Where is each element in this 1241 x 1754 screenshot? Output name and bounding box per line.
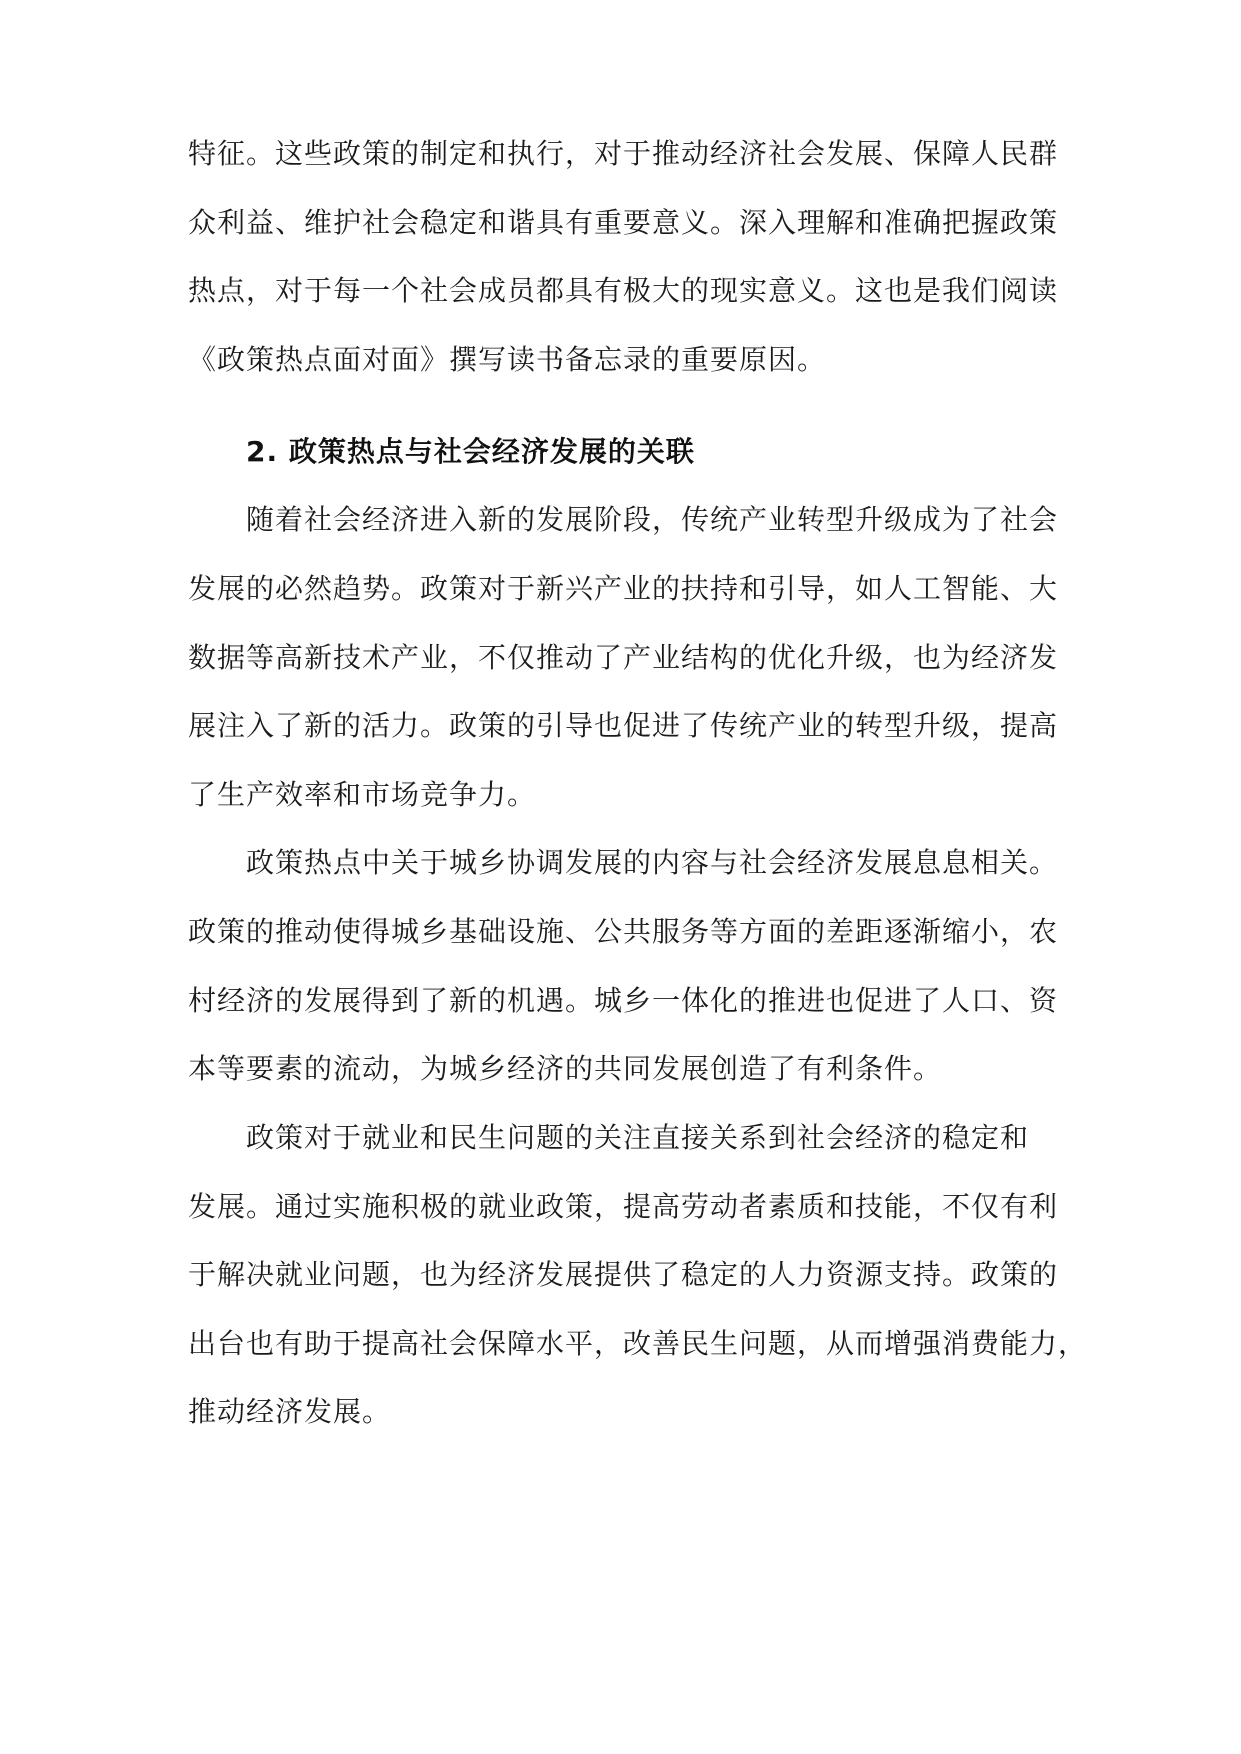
- p3-line-1: 政策对于就业和民生问题的关注直接关系到社会经济的稳定和: [246, 1121, 1030, 1154]
- intro-line-2: 众利益、维护社会稳定和谐具有重要意义。深入理解和准确把握政策: [188, 206, 1059, 239]
- p1-line-3: 数据等高新技术产业，不仅推动了产业结构的优化升级，也为经济发: [188, 641, 1059, 674]
- section-heading: 2. 政策热点与社会经济发展的关联: [246, 435, 695, 468]
- p1-line-1: 随着社会经济进入新的发展阶段，传统产业转型升级成为了社会: [246, 503, 1059, 536]
- p2-line-1: 政策热点中关于城乡协调发展的内容与社会经济发展息息相关。: [246, 846, 1059, 879]
- p2-line-3: 村经济的发展得到了新的机遇。城乡一体化的推进也促进了人口、资: [188, 984, 1059, 1017]
- intro-line-4: 《政策热点面对面》撰写读书备忘录的重要原因。: [188, 343, 827, 376]
- p3-line-4: 出台也有助于提高社会保障水平，改善民生问题，从而增强消费能力，: [188, 1327, 1088, 1360]
- p2-line-2: 政策的推动使得城乡基础设施、公共服务等方面的差距逐渐缩小，农: [188, 915, 1059, 948]
- p3-line-3: 于解决就业问题，也为经济发展提供了稳定的人力资源支持。政策的: [188, 1258, 1059, 1291]
- p3-line-5: 推动经济发展。: [188, 1395, 392, 1428]
- p1-line-2: 发展的必然趋势。政策对于新兴产业的扶持和引导，如人工智能、大: [188, 572, 1059, 605]
- p3-line-2: 发展。通过实施积极的就业政策，提高劳动者素质和技能，不仅有利: [188, 1190, 1059, 1223]
- intro-line-1: 特征。这些政策的制定和执行，对于推动经济社会发展、保障人民群: [188, 137, 1059, 170]
- intro-line-3: 热点，对于每一个社会成员都具有极大的现实意义。这也是我们阅读: [188, 274, 1059, 307]
- p2-line-4: 本等要素的流动，为城乡经济的共同发展创造了有利条件。: [188, 1052, 943, 1085]
- p1-line-5: 了生产效率和市场竞争力。: [188, 778, 537, 811]
- p1-line-4: 展注入了新的活力。政策的引导也促进了传统产业的转型升级，提高: [188, 709, 1059, 742]
